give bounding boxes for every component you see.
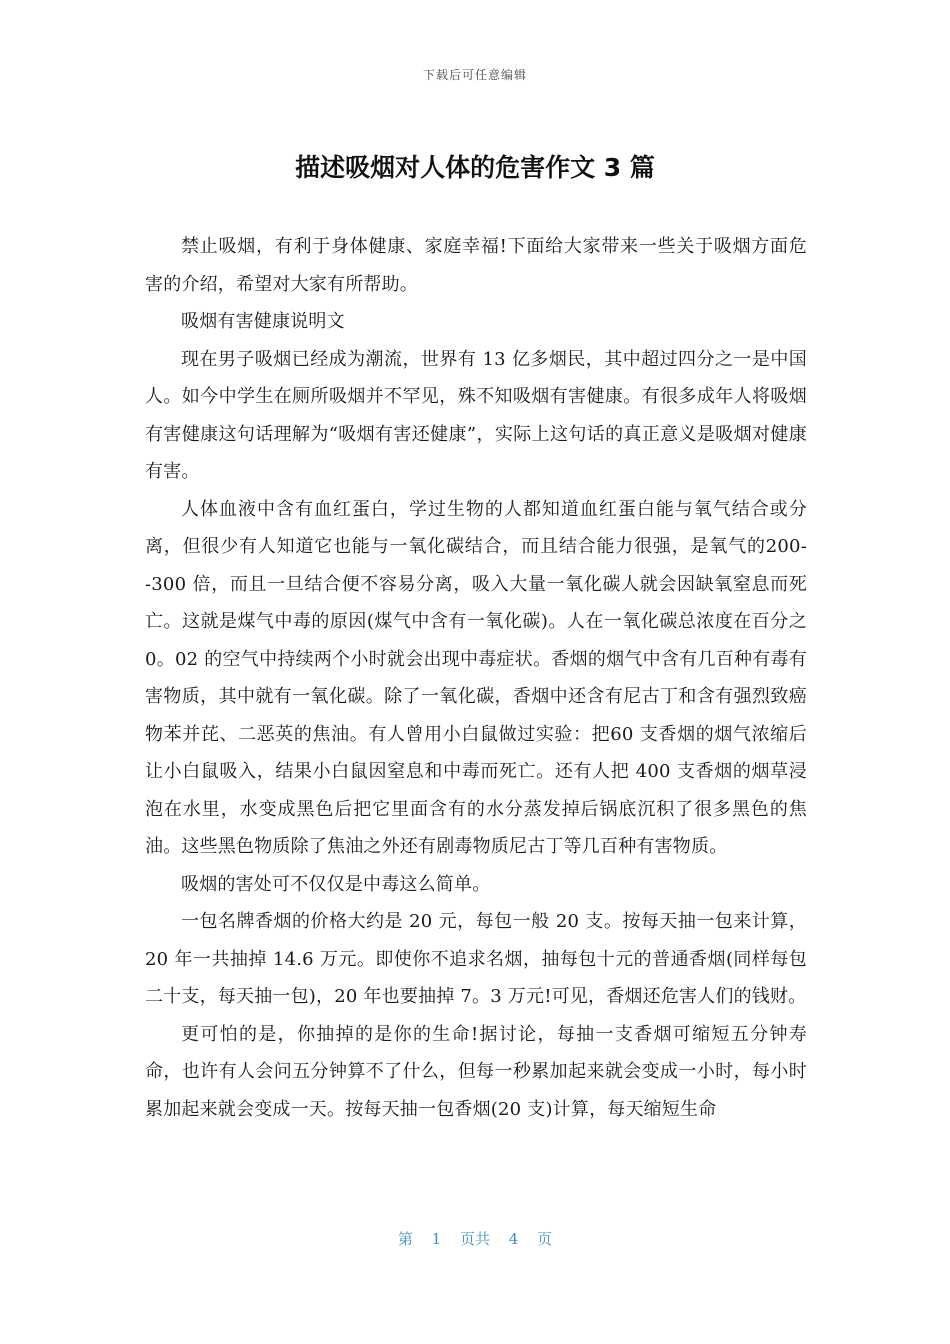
paragraph-not-simple: 吸烟的害处可不仅仅是中毒这么简单。 (181, 873, 491, 895)
paragraph-cost: 一包名牌香烟的价格大约是 20 元，每包一般 20 支。按每天抽一包来计算，20 年一共抽掉 14.6 万元。即使你不追求名烟，抽每包十元的普通香烟(同样每包二十支，每天抽一包)，20 年也要抽掉 7。3 万元!可见，香烟还危害人们的钱财。 (145, 911, 807, 1007)
paragraph-trend: 现在男子吸烟已经成为潮流，世界有 13 亿多烟民，其中超过四分之一是中国人。如今中学生在厕所吸烟并不罕见，殊不知吸烟有害健康。有很多成年人将吸烟有害健康这句话理解为“吸烟有害还健康”，实际上这句话的真正意义是吸烟对健康有害。 (145, 348, 807, 482)
page-footer: 第 1 页共 4 页 (397, 1230, 553, 1248)
header-note: 下载后可任意编辑 (422, 68, 527, 82)
paragraph-subtitle: 吸烟有害健康说明文 (181, 311, 345, 332)
document-title: 描述吸烟对人体的危害作文 3 篇 (295, 153, 655, 182)
paragraph-intro: 禁止吸烟，有利于身体健康、家庭幸福!下面给大家带来一些关于吸烟方面危害的介绍，希望对大家有所帮助。 (145, 236, 807, 295)
paragraph-life: 更可怕的是，你抽掉的是你的生命!据讨论，每抽一支香烟可缩短五分钟寿命，也许有人会问五分钟算不了什么，但每一秒累加起来就会变成一小时，每小时累加起来就会变成一天。按每天抽一包香烟(20 支)计算，每天缩短生命 (145, 1023, 807, 1120)
document-body (145, 228, 807, 1128)
paragraph-hemoglobin: 人体血液中含有血红蛋白，学过生物的人都知道血红蛋白能与氧气结合或分离，但很少有人知道它也能与一氧化碳结合，而且结合能力很强，是氧气的200--300 倍，而且一旦结合便不容易分离，吸入大量一氧化碳人就会因缺氧窒息而死亡。这就是煤气中毒的原因(煤气中含有一氧化碳)。人在一氧化碳总浓度在百分之 0。02 的空气中持续两个小时就会出现中毒症状。香烟的烟气中含有几百种有毒有害物质，其中就有一氧化碳。除了一氧化碳，香烟中还含有尼古丁和含有强烈致癌物苯并芘、二恶英的焦油。有人曾用小白鼠做过实验：把60 支香烟的烟气浓缩后让小白鼠吸入，结果小白鼠因窒息和中毒而死亡。还有人把 400 支香烟的烟草浸泡在水里，水变成黑色后把它里面含有的水分蒸发掉后锅底沉积了很多黑色的焦油。这些黑色物质除了焦油之外还有剧毒物质尼古丁等几百种有害物质。 (145, 498, 807, 857)
